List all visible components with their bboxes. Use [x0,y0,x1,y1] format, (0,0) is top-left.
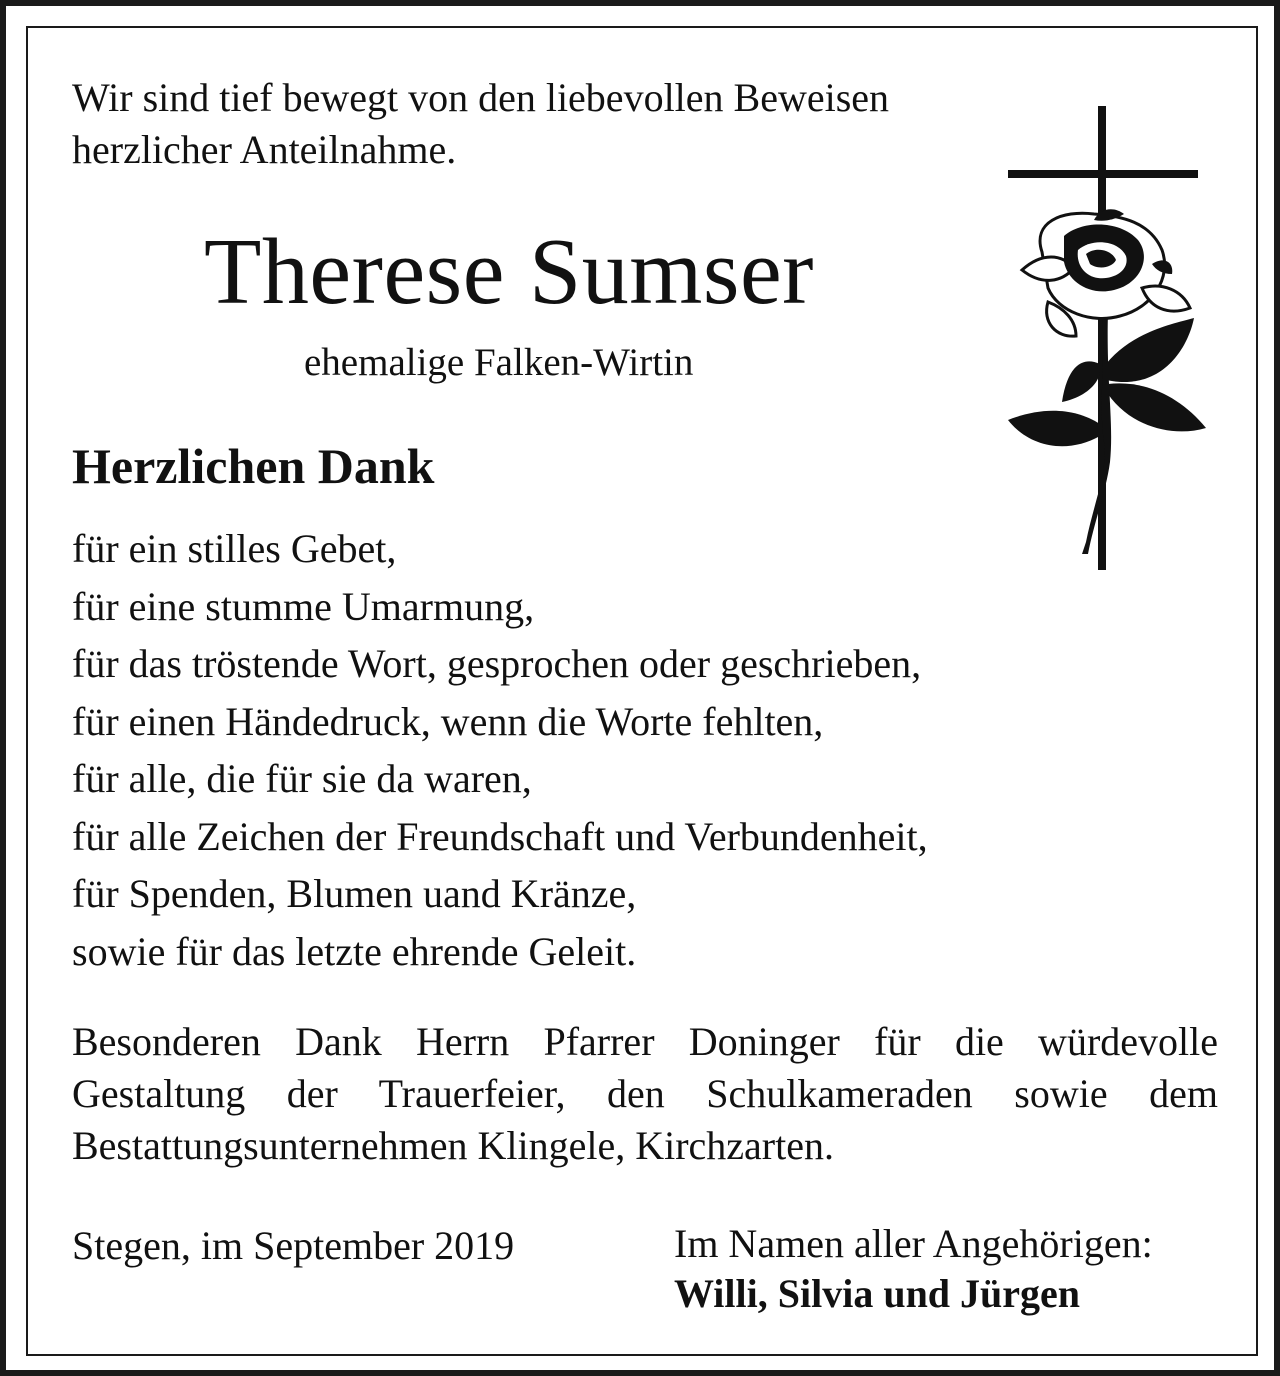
intro-line: Wir sind tief bewegt von den liebevollen Beweisen [72,75,890,120]
deceased-subtitle: ehemalige Falken-Wirtin [304,341,694,384]
signoff-text: Im Namen aller Angehörigen: [674,1221,1153,1266]
family-names: Willi, Silvia und Jürgen [674,1271,1081,1316]
deceased-name: Therese Sumser [204,220,814,324]
thanks-line: für Spenden, Blumen uand Kränze, [72,871,637,916]
thanks-line: für das tröstende Wort, gesprochen oder geschrieben, [72,641,922,686]
thanks-line: für einen Händedruck, wenn die Worte fehlten, [72,698,824,744]
thanks-line: für alle, die für sie da waren, [72,756,532,801]
thanks-list [72,520,928,980]
thanks-line: für alle Zeichen der Freundschaft und Verbundenheit, [72,813,928,859]
special-thanks-paragraph: Besonderen Dank Herrn Pfarrer Doninger für die würdevolle Gestaltung der Trauerfeier, den Schulkameraden sowie dem Bestattungsunternehmen Klingele, Kirchzarten. [72,1019,1218,1168]
intro-line: herzlicher Anteilnahme. [72,127,457,172]
intro-text [72,72,992,176]
thanks-line: für eine stumme Umarmung, [72,583,535,629]
thanks-heading: Herzlichen Dank [72,438,435,494]
thanks-line: sowie für das letzte ehrende Geleit. [72,928,637,974]
place-date: Stegen, im September 2019 [72,1223,515,1268]
thanks-line: für ein stilles Gebet, [72,526,397,571]
cross-with-rose-icon [1002,102,1212,574]
